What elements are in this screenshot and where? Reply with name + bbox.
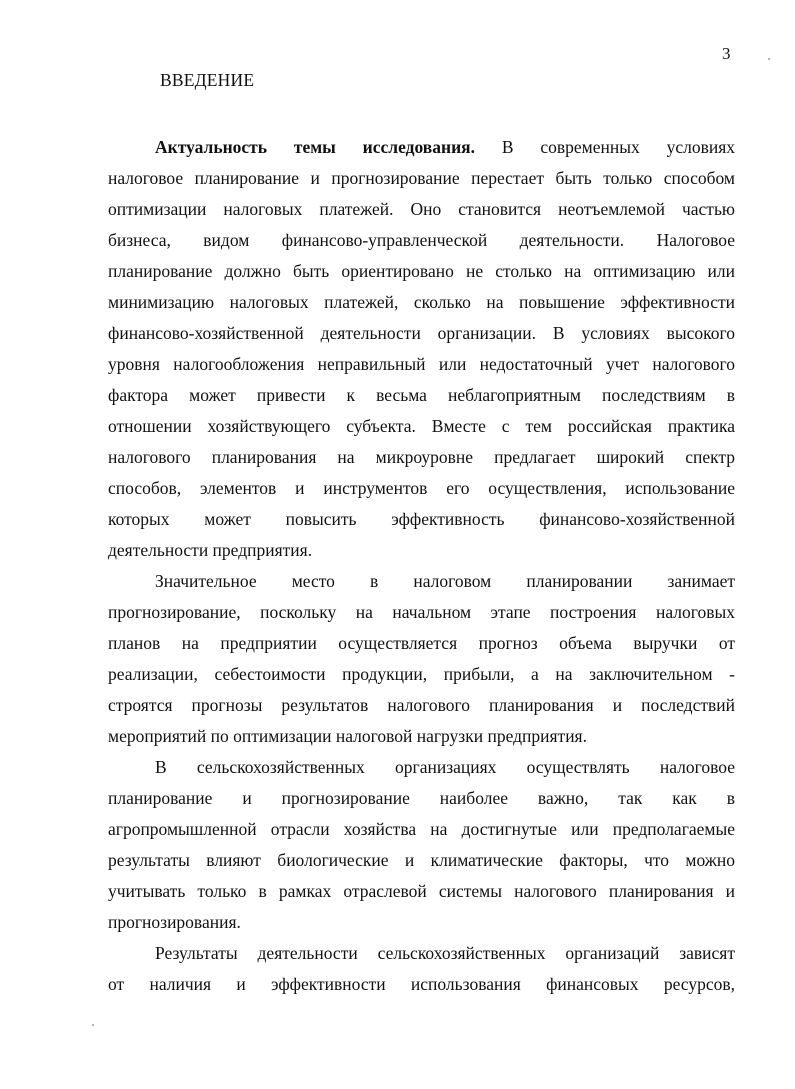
document-body xyxy=(108,132,735,1000)
text-line: планов на предприятии осуществляется прогноз объема выручки от xyxy=(108,633,735,653)
text-line: отношении хозяйствующего субъекта. Вместе с тем российская практика xyxy=(108,416,735,436)
page-number: 3 xyxy=(722,44,731,63)
text-line: бизнеса, видом финансово-управленческой деятельности. Налоговое xyxy=(108,230,735,250)
text-line: результаты влияют биологические и климатические факторы, что можно xyxy=(108,850,735,870)
text-line: финансово-хозяйственной деятельности организации. В условиях высокого xyxy=(108,323,735,343)
text-line: оптимизации налоговых платежей. Оно становится неотъемлемой частью xyxy=(108,199,735,219)
text-line: способов, элементов и инструментов его осуществления, использование xyxy=(108,478,735,498)
text-line xyxy=(108,132,735,163)
scan-speck xyxy=(768,58,770,60)
text-line: Результаты деятельности сельскохозяйственных организаций зависят xyxy=(155,943,735,963)
text-line: планирование должно быть ориентировано не столько на оптимизацию или xyxy=(108,261,735,281)
bold-lead: Актуальность темы исследования. xyxy=(155,137,476,157)
text-line: реализации, себестоимости продукции, прибыли, а на заключительном - xyxy=(108,664,735,684)
text-line: налогового планирования на микроуровне предлагает широкий спектр xyxy=(108,447,735,467)
paragraph xyxy=(108,132,735,566)
text-line: прогнозирование, поскольку на начальном этапе построения налоговых xyxy=(108,602,735,622)
text-line: деятельности предприятия. xyxy=(108,540,313,560)
text-line: налоговое планирование и прогнозирование перестает быть только способом xyxy=(108,168,735,188)
text-line: которых может повысить эффективность финансово-хозяйственной xyxy=(108,509,735,529)
text-line: мероприятий по оптимизации налоговой нагрузки предприятия. xyxy=(108,726,587,746)
text-line: строятся прогнозы результатов налогового планирования и последствий xyxy=(108,695,735,715)
paragraph xyxy=(108,938,735,1000)
scan-speck xyxy=(92,1024,94,1026)
line-text: В современных условиях xyxy=(475,137,736,157)
text-line: прогнозирования. xyxy=(108,912,241,932)
text-line: от наличия и эффективности использования финансовых ресурсов, xyxy=(108,974,735,994)
text-line: агропромышленной отрасли хозяйства на достигнутые или предполагаемые xyxy=(108,819,735,839)
section-title: ВВЕДЕНИЕ xyxy=(160,70,255,90)
text-line: В сельскохозяйственных организациях осуществлять налоговое xyxy=(155,757,735,777)
text-line: планирование и прогнозирование наиболее важно, так как в xyxy=(108,788,735,808)
text-line: учитывать только в рамках отраслевой системы налогового планирования и xyxy=(108,881,735,901)
text-line: Значительное место в налоговом планировании занимает xyxy=(155,571,735,591)
text-line: фактора может привести к весьма неблагоприятным последствиям в xyxy=(108,385,735,405)
text-line: уровня налогообложения неправильный или недостаточный учет налогового xyxy=(108,354,735,374)
text-line: минимизацию налоговых платежей, сколько на повышение эффективности xyxy=(108,292,735,312)
paragraph xyxy=(108,752,735,938)
paragraph xyxy=(108,566,735,752)
